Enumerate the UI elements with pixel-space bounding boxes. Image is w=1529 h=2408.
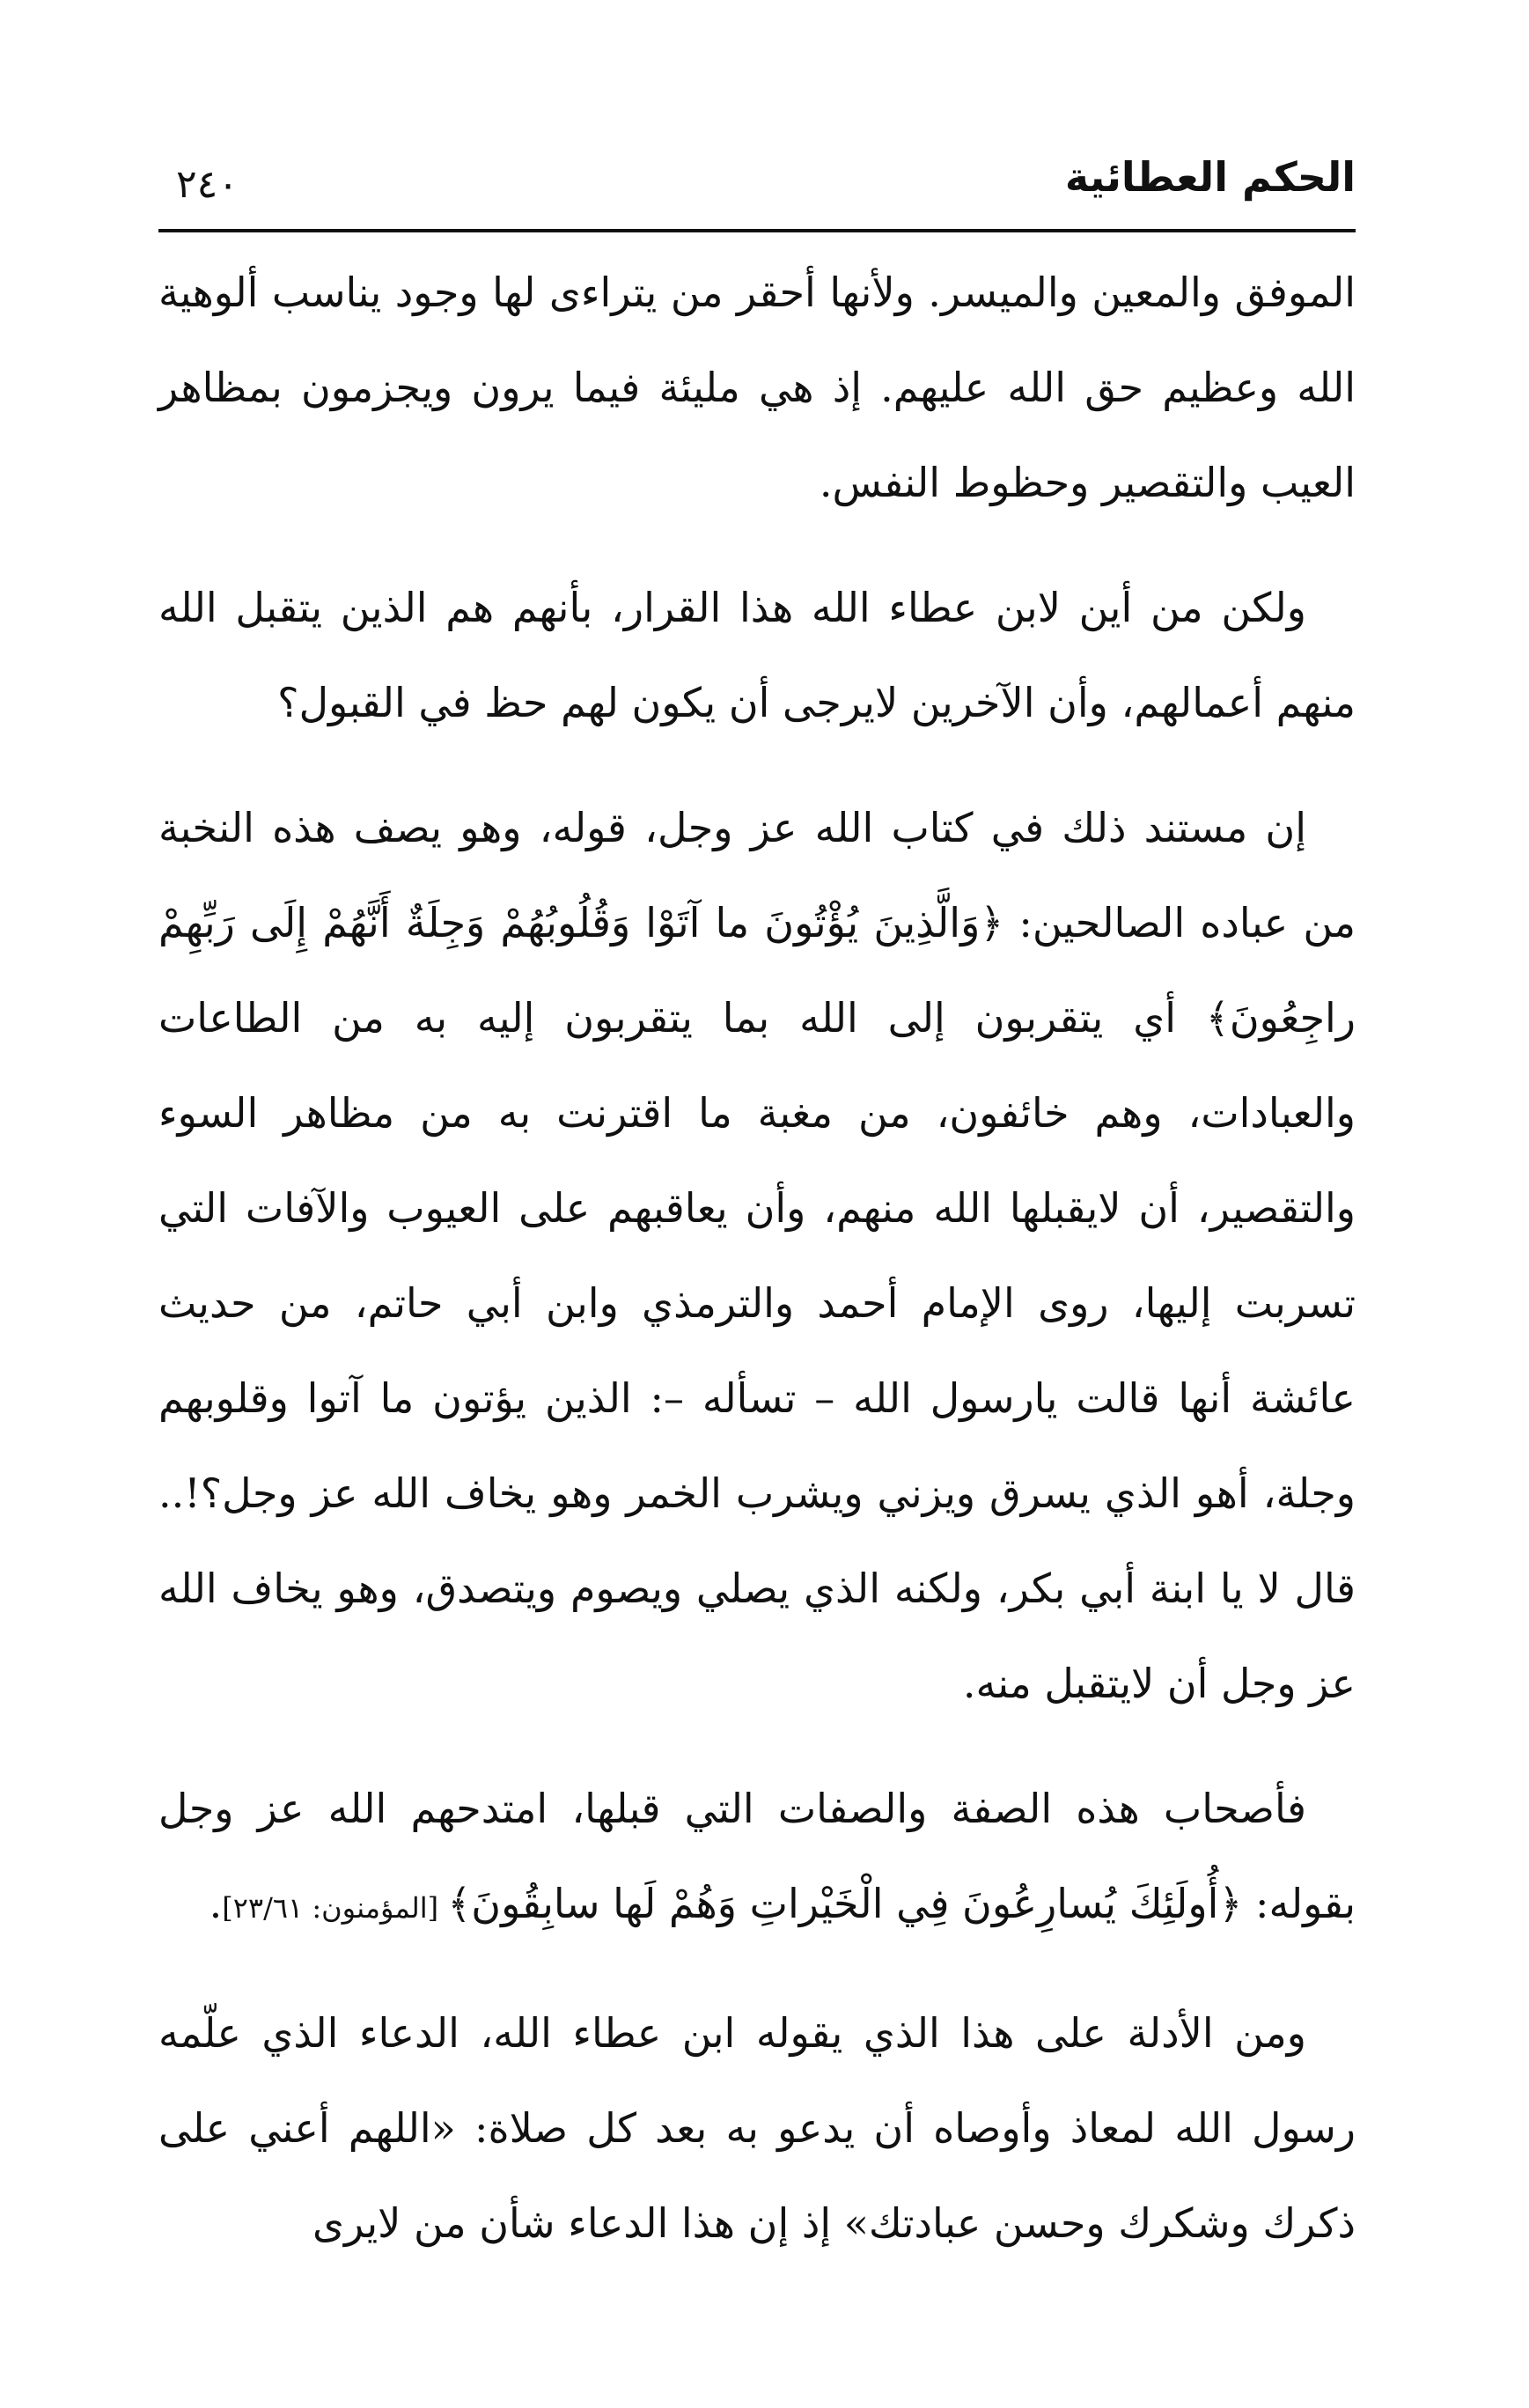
paragraph-4 bbox=[158, 1761, 1356, 1955]
quran-verse-1: ﴿وَالَّذِينَ يُؤْتُونَ ما آتَوْا وَقُلُوبُهُمْ وَجِلَةٌ أَنَّهُمْ إِلَى رَبِّهِمْ راجِعُونَ﴾ bbox=[158, 899, 1356, 1042]
verse-reference: [المؤمنون: ٢٣/٦١] bbox=[222, 1891, 448, 1925]
quran-verse-2: ﴿أُولَئِكَ يُسارِعُونَ فِي الْخَيْراتِ وَهُمْ لَها سابِقُونَ﴾ bbox=[447, 1880, 1243, 1927]
paragraph-1: الموفق والمعين والميسر. ولأنها أحقر من يتراءى لها وجود يناسب ألوهية الله وعظيم حق الله عليهم. إذ هي مليئة فيما يرون ويجزمون بمظاهر العيب والتقصير وحظوط النفس. bbox=[158, 269, 1356, 506]
book-page bbox=[158, 132, 1356, 2316]
paragraph-4-intro: فأصحاب هذه الصفة والصفات التي قبلها، امتدحهم الله عز وجل بقوله: bbox=[158, 1785, 1356, 1927]
paragraph-3 bbox=[158, 780, 1356, 1731]
paragraph-3-commentary: أي يتقربون إلى الله بما يتقربون إليه به من الطاعات والعبادات، وهم خائفون، من مغبة ما اقترنت به من مظاهر السوء والتقصير، أن لايقبلها الله منهم، وأن يعاقبهم على العيوب والآفات التي تسربت إليها، روى الإمام أحمد والترمذي وابن أبي حاتم، من حديث عائشة أنها قالت يارسول الله – تسأله –: الذين يؤتون ما آتوا وقلوبهم وجلة، أهو الذي يسرق ويزني ويشرب الخمر وهو يخاف الله عز وجل؟!.. قال لا يا ابنة أبي بكر، ولكنه الذي يصلي ويصوم ويتصدق، وهو يخاف الله عز وجل أن لايتقبل منه. bbox=[158, 994, 1356, 1707]
paragraph-3-intro: إن مستند ذلك في كتاب الله عز وجل، قوله، وهو يصف هذه النخبة من عباده الصالحين: bbox=[158, 804, 1356, 946]
page-number: ٢٤٠ bbox=[176, 162, 239, 207]
paragraph-5: ومن الأدلة على هذا الذي يقوله ابن عطاء الله، الدعاء الذي علّمه رسول الله لمعاذ وأوصاه أن يدعو به بعد كل صلاة: «اللهم أعني على ذكرك وشكرك وحسن عبادتك» إذ إن هذا الدعاء شأن من لايرى bbox=[158, 2009, 1356, 2247]
running-title: الحكم العطائية bbox=[1064, 153, 1356, 201]
page-header bbox=[158, 132, 1356, 232]
paragraph-2: ولكن من أين لابن عطاء الله هذا القرار، بأنهم هم الذين يتقبل الله منهم أعمالهم، وأن الآخرين لايرجى أن يكون لهم حظ في القبول؟ bbox=[158, 584, 1356, 726]
paragraph-4-end: . bbox=[209, 1880, 223, 1927]
body-text bbox=[158, 245, 1356, 2271]
